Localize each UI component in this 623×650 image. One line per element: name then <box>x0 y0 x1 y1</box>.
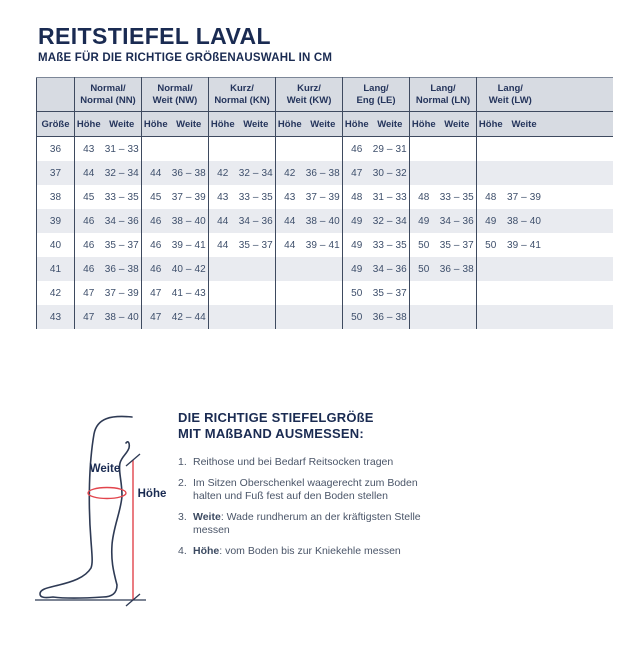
value-cell <box>477 137 505 162</box>
hoehe-header: Höhe <box>276 112 304 137</box>
value-cell <box>276 257 304 281</box>
size-chart-table <box>36 77 613 329</box>
weite-header: Weite <box>505 112 544 137</box>
value-cell <box>438 305 477 329</box>
value-cell: 38 – 40 <box>506 215 542 227</box>
value-cell: 32 – 34 <box>238 167 273 179</box>
value-cell: 36 – 38 <box>305 167 340 179</box>
value-cell <box>438 281 477 305</box>
value-cell <box>237 305 276 329</box>
table-row <box>37 233 613 257</box>
value-cell <box>237 257 276 281</box>
value-cell <box>477 281 505 305</box>
page-subtitle: MAßE FÜR DIE RICHTIGE GRÖßENAUSWAHL IN CM <box>38 52 333 64</box>
value-cell: 38 – 40 <box>305 215 340 227</box>
hoehe-header: Höhe <box>343 112 371 137</box>
value-cell <box>505 137 544 162</box>
value-cell: 45 <box>75 185 103 209</box>
size-column-header: Größe <box>37 112 75 137</box>
value-cell: 32 – 34 <box>104 167 139 179</box>
spacer-cell <box>544 233 613 257</box>
value-cell: 46 <box>75 257 103 281</box>
value-cell: 36 – 38 <box>171 167 206 179</box>
value-cell <box>276 305 304 329</box>
weite-header: Weite <box>237 112 276 137</box>
value-cell: 46 <box>75 209 103 233</box>
value-cell: 34 – 36 <box>104 215 139 227</box>
measuring-instructions <box>178 410 478 565</box>
table-row <box>37 185 613 209</box>
value-cell <box>237 137 276 162</box>
value-cell: 43 <box>75 137 103 162</box>
value-cell: 32 – 34 <box>372 215 407 227</box>
group-header-row <box>37 78 613 112</box>
value-cell <box>209 281 237 305</box>
value-cell: 46 <box>75 233 103 257</box>
value-cell: 30 – 32 <box>372 167 407 179</box>
size-cell: 41 <box>49 263 62 275</box>
hoehe-label: Höhe <box>137 488 167 500</box>
instruction-step: 1. Reithose und bei Bedarf Reitsocken tragen <box>178 456 394 468</box>
value-cell <box>304 305 343 329</box>
value-cell: 46 <box>142 257 170 281</box>
value-cell: 33 – 35 <box>372 239 407 251</box>
spacer-cell <box>544 185 613 209</box>
value-cell <box>438 137 477 162</box>
value-cell: 50 <box>410 257 438 281</box>
value-cell <box>505 161 544 185</box>
value-cell <box>209 137 237 162</box>
value-cell <box>209 305 237 329</box>
spacer-cell <box>544 137 613 162</box>
value-cell: 49 <box>410 209 438 233</box>
sub-header-row <box>37 112 613 137</box>
size-cell: 42 <box>49 287 62 299</box>
value-cell: 39 – 41 <box>171 239 206 251</box>
value-cell: 48 <box>410 185 438 209</box>
value-cell: 46 <box>343 137 371 162</box>
group-header-lw: Lang/ Weit (LW) <box>477 78 544 112</box>
value-cell <box>477 161 505 185</box>
weite-header: Weite <box>170 112 209 137</box>
value-cell: 49 <box>343 233 371 257</box>
group-header-nn: Normal/ Normal (NN) <box>75 78 142 112</box>
table-row <box>37 305 613 329</box>
value-cell: 49 <box>477 209 505 233</box>
value-cell: 48 <box>477 185 505 209</box>
value-cell: 46 <box>142 233 170 257</box>
value-cell: 34 – 36 <box>238 215 273 227</box>
value-cell: 35 – 37 <box>238 239 273 251</box>
group-header-ln: Lang/ Normal (LN) <box>410 78 477 112</box>
value-cell: 35 – 37 <box>439 239 474 251</box>
value-cell: 33 – 35 <box>439 191 474 203</box>
weite-header: Weite <box>438 112 477 137</box>
value-cell: 50 <box>343 281 371 305</box>
table-row <box>37 209 613 233</box>
value-cell: 33 – 35 <box>104 191 139 203</box>
size-cell: 37 <box>49 167 62 179</box>
spacer-cell <box>544 281 613 305</box>
table-row <box>37 281 613 305</box>
table-row <box>37 137 613 162</box>
corner-cell <box>37 78 75 112</box>
value-cell: 47 <box>343 161 371 185</box>
value-cell: 40 – 42 <box>171 263 206 275</box>
spacer-cell <box>544 305 613 329</box>
value-cell <box>410 161 438 185</box>
spacer-cell <box>544 78 613 112</box>
value-cell <box>276 137 304 162</box>
value-cell: 44 <box>75 161 103 185</box>
value-cell: 45 <box>142 185 170 209</box>
value-cell <box>505 257 544 281</box>
value-cell: 38 – 40 <box>104 311 139 323</box>
value-cell: 39 – 41 <box>506 239 542 251</box>
value-cell: 37 – 39 <box>104 287 139 299</box>
value-cell <box>209 257 237 281</box>
value-cell: 37 – 39 <box>506 191 542 203</box>
size-cell: 43 <box>49 311 62 323</box>
value-cell <box>438 161 477 185</box>
group-header-kw: Kurz/ Weit (KW) <box>276 78 343 112</box>
value-cell: 35 – 37 <box>372 287 407 299</box>
value-cell: 37 – 39 <box>171 191 206 203</box>
hoehe-header: Höhe <box>477 112 505 137</box>
spacer-cell <box>544 161 613 185</box>
value-cell <box>304 137 343 162</box>
size-chart <box>36 77 613 329</box>
table-row <box>37 257 613 281</box>
value-cell: 42 <box>209 161 237 185</box>
boot-outline <box>40 416 132 598</box>
instruction-step: 3. Weite: Wade rundherum an der kräftigsten Stelle messen <box>178 510 421 536</box>
instruction-step: 4. Höhe: vom Boden bis zur Kniekehle messen <box>178 544 401 557</box>
value-cell: 34 – 36 <box>439 215 474 227</box>
size-cell: 39 <box>49 215 62 227</box>
hoehe-header: Höhe <box>75 112 103 137</box>
value-cell <box>237 281 276 305</box>
value-cell <box>477 257 505 281</box>
group-header-kn: Kurz/ Normal (KN) <box>209 78 276 112</box>
value-cell <box>410 281 438 305</box>
group-header-nw: Normal/ Weit (NW) <box>142 78 209 112</box>
value-cell <box>276 281 304 305</box>
value-cell: 44 <box>142 161 170 185</box>
value-cell: 33 – 35 <box>238 191 273 203</box>
size-cell: 38 <box>49 191 62 203</box>
value-cell: 46 <box>142 209 170 233</box>
spacer-cell <box>544 257 613 281</box>
value-cell: 47 <box>75 305 103 329</box>
value-cell: 47 <box>75 281 103 305</box>
spacer-cell <box>544 112 613 137</box>
size-cell: 36 <box>49 143 62 155</box>
value-cell: 31 – 33 <box>104 143 139 155</box>
value-cell: 36 – 38 <box>439 263 474 275</box>
value-cell <box>410 305 438 329</box>
value-cell: 39 – 41 <box>305 239 340 251</box>
weite-measure-ellipse <box>88 488 126 499</box>
value-cell: 37 – 39 <box>305 191 340 203</box>
value-cell: 47 <box>142 305 170 329</box>
value-cell: 34 – 36 <box>372 263 407 275</box>
weite-label: Weite <box>89 463 121 475</box>
spacer-cell <box>544 209 613 233</box>
value-cell <box>142 137 170 162</box>
value-cell <box>410 137 438 162</box>
weite-header: Weite <box>371 112 410 137</box>
instructions-heading: DIE RICHTIGE STIEFELGRÖßE MIT MAßBAND AUSMESSEN: <box>178 410 374 441</box>
value-cell: 42 – 44 <box>171 311 206 323</box>
hoehe-header: Höhe <box>410 112 438 137</box>
value-cell <box>477 305 505 329</box>
value-cell: 36 – 38 <box>372 311 407 323</box>
value-cell: 50 <box>410 233 438 257</box>
boot-measuring-diagram <box>33 408 168 613</box>
value-cell <box>304 257 343 281</box>
value-cell: 42 <box>276 161 304 185</box>
weite-header: Weite <box>304 112 343 137</box>
weite-header: Weite <box>103 112 142 137</box>
value-cell: 31 – 33 <box>372 191 407 203</box>
instruction-step: 2. Im Sitzen Oberschenkel waagerecht zum Boden halten und Fuß fest auf den Boden stellen <box>178 476 418 502</box>
size-table-body <box>37 137 613 330</box>
value-cell: 50 <box>477 233 505 257</box>
hoehe-header: Höhe <box>209 112 237 137</box>
size-cell: 40 <box>49 239 62 251</box>
value-cell: 35 – 37 <box>104 239 139 251</box>
value-cell <box>170 137 209 162</box>
value-cell: 29 – 31 <box>372 143 407 155</box>
instruction-steps <box>178 456 436 558</box>
value-cell: 38 – 40 <box>171 215 206 227</box>
value-cell: 43 <box>276 185 304 209</box>
value-cell: 48 <box>343 185 371 209</box>
value-cell: 49 <box>343 209 371 233</box>
value-cell: 44 <box>276 209 304 233</box>
group-header-le: Lang/ Eng (LE) <box>343 78 410 112</box>
value-cell: 36 – 38 <box>104 263 139 275</box>
hoehe-header: Höhe <box>142 112 170 137</box>
table-row <box>37 161 613 185</box>
value-cell: 47 <box>142 281 170 305</box>
value-cell: 44 <box>276 233 304 257</box>
value-cell: 43 <box>209 185 237 209</box>
value-cell <box>304 281 343 305</box>
value-cell <box>505 281 544 305</box>
value-cell: 50 <box>343 305 371 329</box>
page-title: REITSTIEFEL LAVAL <box>38 23 271 50</box>
value-cell: 41 – 43 <box>171 287 206 299</box>
value-cell: 49 <box>343 257 371 281</box>
value-cell: 44 <box>209 209 237 233</box>
value-cell <box>505 305 544 329</box>
value-cell: 44 <box>209 233 237 257</box>
